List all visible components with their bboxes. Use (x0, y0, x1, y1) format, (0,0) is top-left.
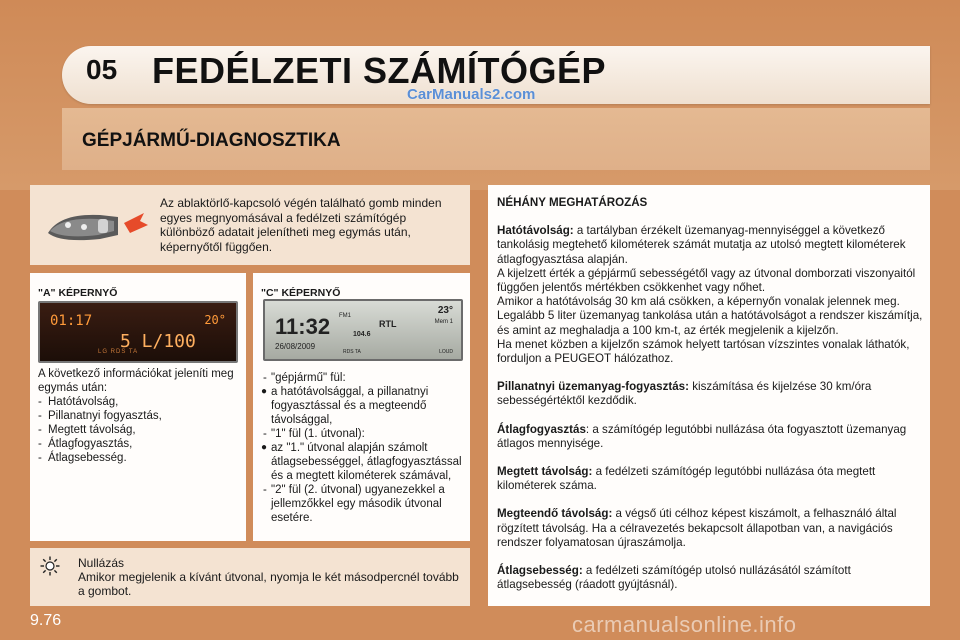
definition: Amikor a hatótávolság 30 km alá csökken, a képernyőn vonalak jelennek meg. Legalább 5 liter üzemanyag tankolása után a hatótávolságot a rendszer kiszámítja, és amint az meghaladja a 100 km-t, az érték megjelenik a kijelzőn. (497, 295, 923, 337)
chapter-number: 05 (86, 54, 118, 85)
term: Átlagfogyasztás (497, 422, 586, 436)
list-item: - Pillanatnyi fogyasztás, (38, 409, 238, 423)
term: Átlagsebesség: (497, 564, 583, 578)
screen-a-description (38, 367, 238, 465)
lcd-band: FM1 (339, 313, 351, 319)
list-item: - Hatótávolság, (38, 395, 238, 409)
intro-text: Az ablaktörlő-kapcsoló végén található gomb minden egyes megnyomásával a fedélzeti számítógép különböző adatait jelenítheti meg egymás után, képernyőtől függően. (160, 196, 442, 254)
definition: kiszámítása és kijelzése 30 km/óra sebességértéktől kezdődik. (497, 380, 872, 408)
screen-c-heading: "C" KÉPERNYŐ (261, 287, 341, 299)
wiper-stalk-icon (40, 195, 150, 255)
definition: : a számítógép legutóbbi nullázása óta fogyasztott üzemanyag átlagos mennyisége. (497, 422, 907, 450)
list-item: - Átlagsebesség. (38, 451, 238, 465)
definition-distance-travelled (497, 465, 927, 493)
section-subtitle: GÉPJÁRMŰ-DIAGNOSZTIKA (82, 130, 341, 151)
definitions-text (497, 196, 927, 606)
list-item: ● a hatótávolsággal, a pillanatnyi fogyasztással és a megteendő távolsággal, (261, 385, 466, 427)
page-number: 9.76 (30, 612, 62, 629)
screen-a-intro: A következő információkat jeleníti meg egymás után: (38, 368, 234, 394)
definition: a tartályban érzékelt üzemanyag-mennyiséggel a következő tankolásig megtehető kilométerek számát mutatja az utolsó megtett kilométerek átlagfogyasztása alapján. (497, 224, 906, 266)
definition-distance-remaining (497, 507, 927, 550)
screen-c-display (263, 299, 463, 361)
screen-c-list (261, 371, 466, 525)
lcd-memory: Mem 1 (434, 319, 453, 325)
definition-average-speed (497, 564, 927, 592)
screen-a-heading: "A" KÉPERNYŐ (38, 287, 118, 299)
watermark-link[interactable]: CarManuals2.com (407, 86, 536, 103)
term: Megteendő távolság: (497, 507, 613, 521)
list-item: - "gépjármű" fül: (261, 371, 466, 385)
term: Pillanatnyi üzemanyag-fogyasztás: (497, 380, 689, 394)
screen-a-display (38, 301, 238, 363)
definition: a végső úti célhoz képest kiszámolt, a felhasználó által rögzített távolság. Ha a célravezetés bekapcsolt állapotban van, a navigációs rendszer folyamatosan újraszámolja. (497, 507, 897, 549)
definition-instant-consumption (497, 380, 927, 408)
list-item: ● az "1." útvonal alapján számolt átlagsebességgel, átlagfogyasztással és a megtett kilométerek számával, (261, 441, 466, 483)
lcd-station: RTL (379, 319, 397, 329)
lcd-consumption: 5 L/100 (120, 331, 196, 352)
definition: a fedélzeti számítógép legutóbbi nullázása óta megtett kilométerek száma. (497, 465, 876, 493)
lcd-temperature: 23° (437, 305, 453, 316)
lcd-footer: RDS TA (343, 349, 361, 355)
site-watermark: carmanualsonline.info (572, 612, 797, 637)
list-item: - Megtett távolság, (38, 423, 238, 437)
definition-range (497, 224, 927, 366)
definition: Ha menet közben a kijelzőn számok helyett tartósan vízszintes vonalak láthatók, forduljon a PEUGEOT hálózathoz. (497, 337, 910, 366)
lcd-temperature: 20° (204, 313, 226, 327)
list-item: - Átlagfogyasztás, (38, 437, 238, 451)
definitions-heading: NÉHÁNY MEGHATÁROZÁS (497, 196, 648, 209)
lcd-date: 26/08/2009 (275, 342, 316, 351)
reset-instruction: Amikor megjelenik a kívánt útvonal, nyomja le két másodpercnél tovább a gombot. (78, 570, 459, 598)
lcd-time: 01:17 (50, 313, 93, 329)
reset-title: Nullázás (78, 556, 125, 570)
screen-c-panel (253, 273, 470, 541)
screen-a-list (38, 395, 238, 465)
definition: a fedélzeti számítógép utolsó nullázásától számított átlagsebesség (ráadott gyújtásnál). (497, 564, 851, 592)
definition: A kijelzett érték a gépjármű sebességétől vagy az útvonal domborzati viszonyaitól függően jelentős mértékben csökkenhet vagy nőhet. (497, 266, 916, 295)
list-item: - "1" fül (1. útvonal): (261, 427, 466, 441)
reset-text (78, 556, 463, 598)
lcd-footer: LG RDS TA (98, 349, 139, 355)
screen-c-description (261, 371, 466, 525)
definition-average-consumption (497, 423, 927, 451)
list-item: - "2" fül (2. útvonal) ugyanezekkel a jellemzőkkel egy második útvonal esetére. (261, 483, 466, 525)
page-title: FEDÉLZETI SZÁMÍTÓGÉP (152, 50, 607, 91)
screen-a-panel (30, 273, 246, 541)
lcd-time: 11:32 (275, 314, 331, 339)
term: Hatótávolság: (497, 224, 574, 238)
term: Megtett távolság: (497, 465, 593, 479)
lcd-frequency: 104.6 (353, 331, 371, 338)
lcd-loud: LOUD (439, 349, 453, 355)
tip-sun-icon (40, 556, 60, 576)
